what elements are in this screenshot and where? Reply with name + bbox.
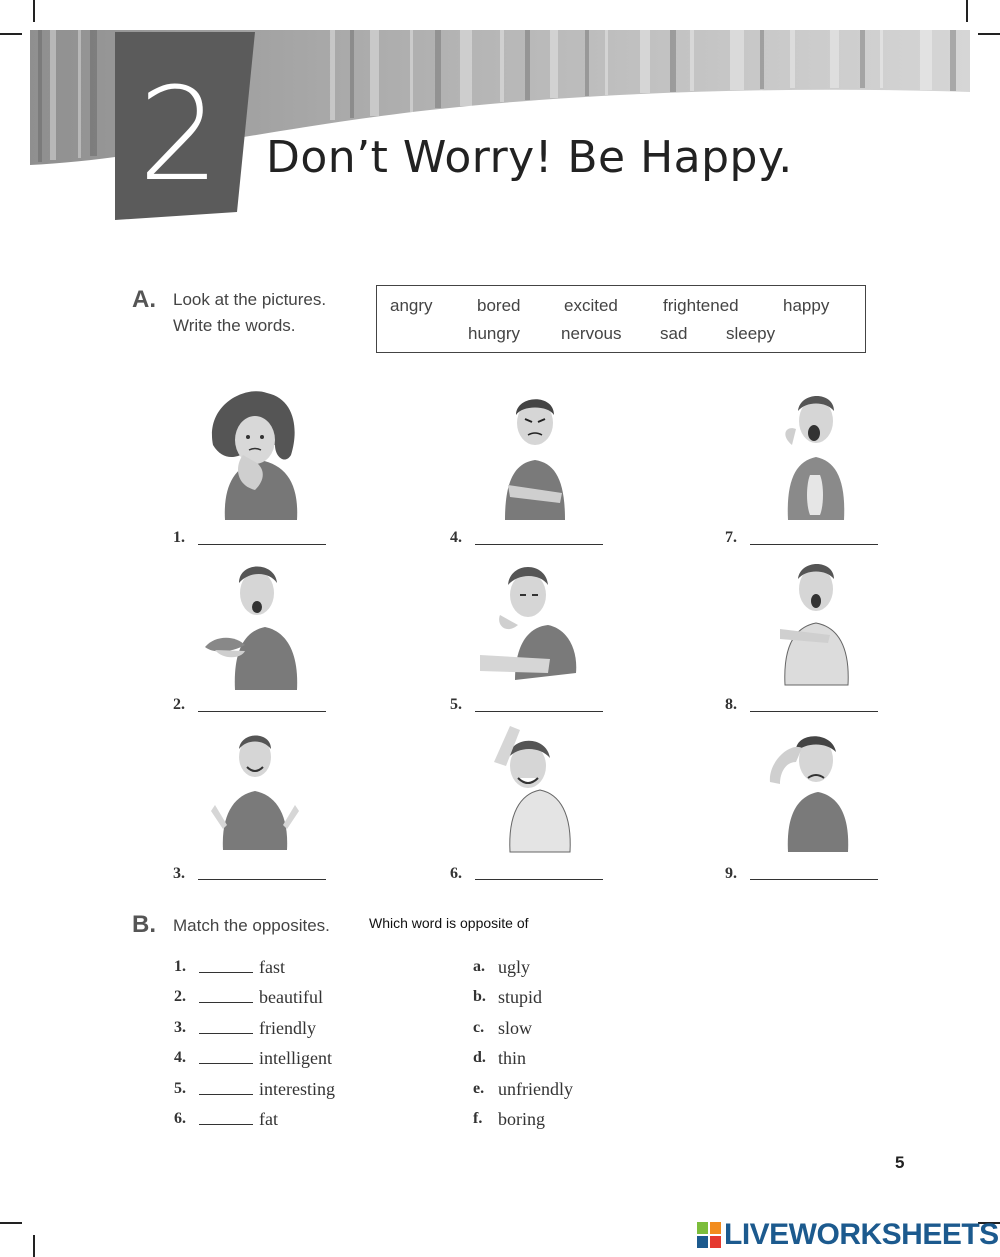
crop-mark <box>978 33 1000 35</box>
item-number: 6. <box>450 865 462 882</box>
match-number: 6. <box>174 1110 186 1127</box>
match-number: 4. <box>174 1049 186 1066</box>
instruction-line: Write the words. <box>173 316 296 335</box>
answer-line[interactable] <box>198 544 326 545</box>
match-option: unfriendly <box>498 1079 573 1099</box>
match-answer-line[interactable] <box>199 972 253 973</box>
match-answer-line[interactable] <box>199 1124 253 1125</box>
word-bank-item: excited <box>564 296 618 315</box>
boy-bored-picture <box>470 555 600 690</box>
match-word: fast <box>259 957 285 977</box>
girl-nervous-picture <box>195 385 325 520</box>
word-bank-item: sad <box>660 324 688 343</box>
answer-line[interactable] <box>198 711 326 712</box>
item-number: 8. <box>725 696 737 713</box>
item-number: 4. <box>450 529 462 546</box>
word-bank-item: happy <box>783 296 830 315</box>
item-number: 3. <box>173 865 185 882</box>
word-bank-item: sleepy <box>726 324 776 343</box>
match-answer-line[interactable] <box>199 1033 253 1034</box>
item-number: 1. <box>173 529 185 546</box>
word-bank-item: frightened <box>663 296 739 315</box>
match-answer-line[interactable] <box>199 1094 253 1095</box>
match-word: beautiful <box>259 987 323 1007</box>
crop-mark <box>0 1222 22 1224</box>
word-bank-item: angry <box>390 296 433 315</box>
match-letter: c. <box>473 1019 485 1036</box>
boy-frightened-lizard-picture <box>195 555 325 690</box>
boy-excited-picture <box>470 722 600 857</box>
match-answer-line[interactable] <box>199 1063 253 1064</box>
crop-mark <box>966 0 968 22</box>
answer-line[interactable] <box>475 711 603 712</box>
answer-line[interactable] <box>750 711 878 712</box>
answer-line[interactable] <box>475 544 603 545</box>
answer-line[interactable] <box>198 879 326 880</box>
section-b-instruction: Match the opposites. <box>173 916 330 935</box>
match-number: 2. <box>174 988 186 1005</box>
match-letter: b. <box>473 988 486 1005</box>
match-word: friendly <box>259 1018 316 1038</box>
word-bank-item: hungry <box>468 324 520 343</box>
match-option: thin <box>498 1048 527 1068</box>
match-word: fat <box>259 1109 278 1129</box>
match-option: boring <box>498 1109 545 1129</box>
item-number: 9. <box>725 865 737 882</box>
section-a-instruction <box>173 287 326 339</box>
match-letter: d. <box>473 1049 486 1066</box>
boy-sleepy-yawning-picture <box>750 555 880 690</box>
crop-mark <box>0 33 22 35</box>
match-answer-line[interactable] <box>199 1002 253 1003</box>
match-word: intelligent <box>259 1048 332 1068</box>
match-letter: f. <box>473 1110 483 1127</box>
liveworksheets-logo-icon <box>697 1222 721 1248</box>
liveworksheets-logo-text: LIVEWORKSHEETS <box>724 1218 999 1251</box>
crop-mark <box>33 0 35 22</box>
chapter-number: 2 <box>138 61 218 210</box>
section-b-hint: Which word is opposite of <box>369 915 529 931</box>
boy-sad-picture <box>750 722 880 857</box>
answer-line[interactable] <box>750 879 878 880</box>
match-option: ugly <box>498 957 531 977</box>
match-number: 3. <box>174 1019 186 1036</box>
answer-line[interactable] <box>750 544 878 545</box>
item-number: 5. <box>450 696 462 713</box>
crop-mark <box>33 1235 35 1257</box>
item-number: 2. <box>173 696 185 713</box>
instruction-line: Look at the pictures. <box>173 290 327 309</box>
page-number: 5 <box>895 1153 905 1172</box>
boy-angry-picture <box>470 385 600 520</box>
match-option: slow <box>498 1018 533 1038</box>
answer-line[interactable] <box>475 879 603 880</box>
match-word: interesting <box>259 1079 335 1099</box>
match-option: stupid <box>498 987 543 1007</box>
boy-happy-picture <box>195 725 325 860</box>
boy-hungry-picture <box>750 385 880 520</box>
section-a-letter: A. <box>132 286 156 313</box>
match-number: 1. <box>174 958 186 975</box>
match-number: 5. <box>174 1080 186 1097</box>
match-letter: a. <box>473 958 485 975</box>
word-bank-item: bored <box>477 296 521 315</box>
match-letter: e. <box>473 1080 485 1097</box>
word-bank-item: nervous <box>561 324 622 343</box>
item-number: 7. <box>725 529 737 546</box>
page-title: Don’t Worry! Be Happy. <box>266 132 793 183</box>
section-b-letter: B. <box>132 911 156 938</box>
